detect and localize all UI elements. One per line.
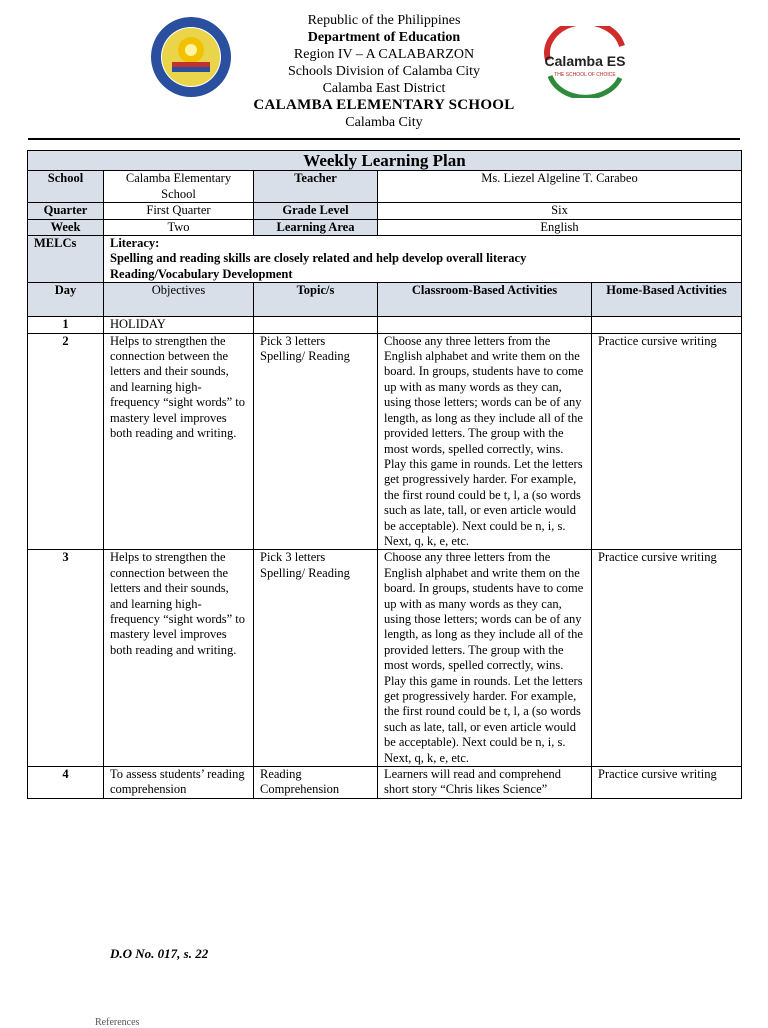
home-activity-cell: Practice cursive writing [592,767,742,799]
day-cell: 2 [28,333,104,550]
topic-cell [254,317,378,333]
label-grade-level: Grade Level [254,203,378,219]
topic-cell: Pick 3 letters Spelling/ Reading [254,333,378,550]
value-school: Calamba Elementary School [104,171,254,203]
classroom-activity-cell [378,317,592,333]
header-division: Schools Division of Calamba City [287,64,481,79]
home-activity-cell: Practice cursive writing [592,333,742,550]
value-grade-level: Six [378,203,742,219]
label-melcs: MELCs [28,236,104,283]
deped-order-reference: D.O No. 017, s. 22 [110,946,209,961]
table-row [28,550,742,767]
column-header-topics: Topic/s [254,283,378,317]
header-region: Region IV – A CALABARZON [293,47,475,62]
value-teacher: Ms. Liezel Algeline T. Carabeo [378,171,742,203]
header-school-name: CALAMBA ELEMENTARY SCHOOL [253,97,515,113]
label-learning-area: Learning Area [254,219,378,235]
column-header-home-activities: Home-Based Activities [592,283,742,317]
column-header-classroom-activities: Classroom-Based Activities [378,283,592,317]
melcs-line-1: Literacy: [110,236,160,251]
column-header-objectives: Objectives [104,283,254,317]
letterhead [0,12,768,131]
label-quarter: Quarter [28,203,104,219]
header-district: Calamba East District [322,81,446,96]
label-school: School [28,171,104,203]
references-label: References [95,1017,140,1028]
column-header-day: Day [28,283,104,317]
day-cell: 4 [28,767,104,799]
classroom-activity-cell: Choose any three letters from the English alphabet and write them on the board. In groups, students have to come up with as many words as they can, using those letters; words can be of any length, as long as they include all of the provided letters. The group with the most words, spelled correctly, wins. Play this game in rounds. Let the letters get progressively harder. For example, the first round could be t, l, a (so words such as late, tall, or even article would be acceptable). Next could be n, i, s. Next, q, k, e, etc. [378,333,592,550]
melcs-text [104,236,742,283]
plan-title: Weekly Learning Plan [28,151,742,171]
objectives-cell: Helps to strengthen the connection between the letters and their sounds, and learning high-frequency “sight words” to mastery level improves both reading and writing. [104,550,254,767]
value-quarter: First Quarter [104,203,254,219]
logo-tagline: THE SCHOOL OF CHOICE [554,72,616,78]
header-department: Department of Education [307,30,461,45]
day-cell: 1 [28,317,104,333]
objectives-cell: Helps to strengthen the connection between the letters and their sounds, and learning high-frequency “sight words” to mastery level improves both reading and writing. [104,333,254,550]
value-week: Two [104,219,254,235]
topic-cell: Pick 3 letters Spelling/ Reading [254,550,378,767]
classroom-activity-cell: Learners will read and comprehend short story “Chris likes Science” [378,767,592,799]
objectives-cell: To assess students’ reading comprehension [104,767,254,799]
logo-text: Calamba ES [544,53,626,69]
label-week: Week [28,219,104,235]
melcs-line-2: Spelling and reading skills are closely related and help develop overall literacy [110,251,527,266]
header-city: Calamba City [345,115,423,130]
objectives-cell: HOLIDAY [104,317,254,333]
table-row [28,317,742,333]
header-divider [28,138,740,140]
melcs-line-3: Reading/Vocabulary Development [110,266,293,281]
day-cell: 3 [28,550,104,767]
weekly-learning-plan-table [27,150,742,799]
table-row [28,333,742,550]
home-activity-cell [592,317,742,333]
value-learning-area: English [378,219,742,235]
topic-cell: Reading Comprehension [254,767,378,799]
table-row [28,767,742,799]
label-teacher: Teacher [254,171,378,203]
classroom-activity-cell: Choose any three letters from the English alphabet and write them on the board. In groups, students have to come up with as many words as they can, using those letters; words can be of any length, as long as they include all of the provided letters. The group with the most words, spelled correctly, wins. Play this game in rounds. Let the letters get progressively harder. For example, the first round could be t, l, a (so words such as late, tall, or even article would be acceptable). Next could be n, i, s. Next, q, k, e, etc. [378,550,592,767]
home-activity-cell: Practice cursive writing [592,550,742,767]
header-republic: Republic of the Philippines [307,13,461,28]
